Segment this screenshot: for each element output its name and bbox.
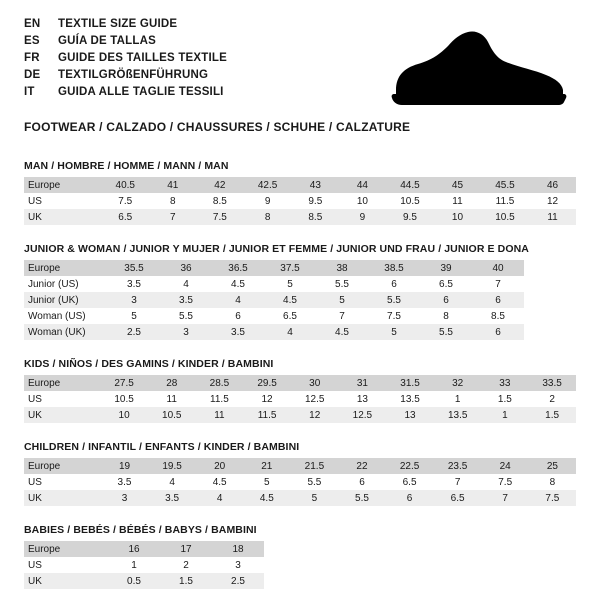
language-title: GUÍA DE TALLAS [58,35,156,47]
cell: 4 [212,292,264,308]
cell: 10.5 [100,391,148,407]
cell: 17 [160,541,212,557]
cell: 1 [108,557,160,573]
cell: 41 [149,177,196,193]
table-row [24,324,524,340]
cell: 44.5 [386,177,434,193]
table-row [24,474,576,490]
cell: 6.5 [101,209,149,225]
cell: 8.5 [196,193,243,209]
cell: 8.5 [292,209,339,225]
cell: 5.5 [316,276,368,292]
cell: 27.5 [100,375,148,391]
cell: 10 [100,407,148,423]
table-row [24,276,524,292]
cell: 7 [482,490,529,506]
language-title: GUIDA ALLE TAGLIE TESSILI [58,86,224,98]
group-title: KIDS / NIÑOS / DES GAMINS / KINDER / BAMBINI [24,358,274,370]
size-table-man [24,177,576,225]
size-table-babies [24,541,264,589]
dress-shoe-silhouette-icon [388,28,568,106]
cell: 2 [528,391,576,407]
cell: 4 [148,474,196,490]
cell: 11 [434,193,481,209]
cell: 3 [108,292,160,308]
row-label: US [24,391,100,407]
cell: 22.5 [386,458,434,474]
cell: 3.5 [101,474,148,490]
cell: 32 [434,375,482,391]
table-row [24,573,264,589]
size-table-junior-woman [24,260,524,340]
cell: 10 [434,209,481,225]
group-title: MAN / HOMBRE / HOMME / MANN / MAN [24,160,229,172]
language-list [24,16,227,101]
cell: 7 [434,474,482,490]
cell: 6 [338,474,385,490]
cell: 3.5 [212,324,264,340]
cell: 7 [149,209,196,225]
table-row [24,193,576,209]
table-row [24,308,524,324]
cell: 11.5 [196,391,244,407]
cell: 42 [196,177,243,193]
table-row [24,458,576,474]
cell: 2 [160,557,212,573]
cell: 4.5 [264,292,316,308]
cell: 3.5 [160,292,212,308]
cell: 19.5 [148,458,196,474]
cell: 45.5 [481,177,529,193]
language-title: TEXTILE SIZE GUIDE [58,18,178,30]
row-label: Woman (US) [24,308,108,324]
group-title: CHILDREN / INFANTIL / ENFANTS / KINDER / BAMBINI [24,441,300,453]
row-label: US [24,193,101,209]
cell: 4.5 [243,490,290,506]
cell: 6.5 [434,490,482,506]
language-code: ES [24,35,40,47]
cell: 28.5 [196,375,244,391]
language-row [24,16,227,33]
size-table-kids [24,375,576,423]
cell: 44 [339,177,386,193]
cell: 6 [420,292,472,308]
cell: 8 [420,308,472,324]
cell: 40 [472,260,524,276]
cell: 11 [529,209,576,225]
size-group-junior-woman [24,243,576,340]
cell: 39 [420,260,472,276]
cell: 36.5 [212,260,264,276]
cell: 21 [243,458,290,474]
language-title: TEXTILGRÖßENFÜHRUNG [58,69,209,81]
cell: 1.5 [160,573,212,589]
cell: 13.5 [386,391,434,407]
row-label: Junior (UK) [24,292,108,308]
table-row [24,260,524,276]
table-row [24,490,576,506]
cell: 4.5 [316,324,368,340]
cell: 33 [482,375,529,391]
cell: 7 [316,308,368,324]
cell: 38 [316,260,368,276]
size-group-kids [24,358,576,423]
table-row [24,209,576,225]
cell: 4 [196,490,243,506]
cell: 20 [196,458,243,474]
table-row [24,541,264,557]
language-row [24,33,227,50]
cell: 42.5 [244,177,292,193]
cell: 6.5 [386,474,434,490]
language-code: IT [24,86,35,98]
cell: 5.5 [338,490,385,506]
cell: 8 [149,193,196,209]
cell: 1.5 [528,407,576,423]
row-label: UK [24,407,100,423]
group-title: JUNIOR & WOMAN / JUNIOR Y MUJER / JUNIOR ET FEMME / JUNIOR UND FRAU / JUNIOR E DONA [24,243,529,255]
cell: 3 [101,490,148,506]
cell: 18 [212,541,264,557]
cell: 5 [316,292,368,308]
cell: 11 [148,391,196,407]
table-row [24,391,576,407]
size-group-man [24,160,576,225]
cell: 7.5 [529,490,576,506]
cell: 5 [290,490,338,506]
cell: 12 [529,193,576,209]
cell: 25 [529,458,576,474]
cell: 13 [386,407,434,423]
cell: 8 [529,474,576,490]
page-title: FOOTWEAR / CALZADO / CHAUSSURES / SCHUHE / CALZATURE [24,120,411,134]
language-row [24,67,227,84]
cell: 2.5 [212,573,264,589]
cell: 38.5 [368,260,420,276]
size-group-children [24,441,576,506]
cell: 6 [472,324,524,340]
cell: 30 [291,375,339,391]
row-label: Europe [24,375,100,391]
cell: 10.5 [148,407,196,423]
table-row [24,407,576,423]
cell: 23.5 [434,458,482,474]
cell: 6 [386,490,434,506]
table-row [24,375,576,391]
cell: 28 [148,375,196,391]
cell: 5.5 [160,308,212,324]
cell: 3.5 [148,490,196,506]
cell: 8.5 [472,308,524,324]
cell: 7.5 [482,474,529,490]
cell: 5 [243,474,290,490]
page-header [24,16,576,106]
table-row [24,292,524,308]
row-label: US [24,557,108,573]
table-row [24,557,264,573]
cell: 9.5 [292,193,339,209]
cell: 7.5 [196,209,243,225]
cell: 29.5 [243,375,291,391]
row-label: UK [24,490,101,506]
language-title: GUIDE DES TAILLES TEXTILE [58,52,227,64]
cell: 12.5 [291,391,339,407]
group-title: BABIES / BEBÉS / BÉBÉS / BABYS / BAMBINI [24,524,257,536]
cell: 11.5 [243,407,291,423]
cell: 16 [108,541,160,557]
cell: 45 [434,177,481,193]
cell: 10.5 [481,209,529,225]
row-label: Europe [24,260,108,276]
row-label: UK [24,573,108,589]
cell: 46 [529,177,576,193]
cell: 24 [482,458,529,474]
language-code: EN [24,18,41,30]
cell: 21.5 [290,458,338,474]
cell: 9 [339,209,386,225]
size-table-children [24,458,576,506]
cell: 6.5 [420,276,472,292]
cell: 13.5 [434,407,482,423]
cell: 5.5 [368,292,420,308]
cell: 7 [472,276,524,292]
cell: 43 [292,177,339,193]
cell: 10.5 [386,193,434,209]
cell: 9.5 [386,209,434,225]
table-row [24,177,576,193]
cell: 19 [101,458,148,474]
cell: 10 [339,193,386,209]
cell: 12 [243,391,291,407]
row-label: Europe [24,458,101,474]
cell: 36 [160,260,212,276]
cell: 6 [472,292,524,308]
cell: 7.5 [368,308,420,324]
cell: 2.5 [108,324,160,340]
cell: 6 [368,276,420,292]
cell: 11.5 [481,193,529,209]
cell: 1.5 [482,391,529,407]
cell: 4.5 [196,474,243,490]
cell: 0.5 [108,573,160,589]
language-row [24,84,227,101]
cell: 11 [196,407,244,423]
cell: 5.5 [420,324,472,340]
cell: 13 [339,391,387,407]
row-label: Woman (UK) [24,324,108,340]
cell: 35.5 [108,260,160,276]
language-code: DE [24,69,41,81]
cell: 12.5 [339,407,387,423]
cell: 31.5 [386,375,434,391]
row-label: Europe [24,541,108,557]
cell: 33.5 [528,375,576,391]
language-row [24,50,227,67]
cell: 22 [338,458,385,474]
cell: 12 [291,407,339,423]
row-label: US [24,474,101,490]
cell: 5 [108,308,160,324]
cell: 8 [244,209,292,225]
row-label: Europe [24,177,101,193]
cell: 31 [339,375,387,391]
cell: 4.5 [212,276,264,292]
cell: 6 [212,308,264,324]
language-code: FR [24,52,40,64]
cell: 3 [160,324,212,340]
row-label: UK [24,209,101,225]
cell: 5.5 [290,474,338,490]
cell: 4 [160,276,212,292]
cell: 40.5 [101,177,149,193]
size-group-babies [24,524,576,589]
cell: 5 [368,324,420,340]
cell: 7.5 [101,193,149,209]
cell: 4 [264,324,316,340]
cell: 1 [434,391,482,407]
row-label: Junior (US) [24,276,108,292]
cell: 5 [264,276,316,292]
cell: 3 [212,557,264,573]
cell: 37.5 [264,260,316,276]
cell: 3.5 [108,276,160,292]
cell: 9 [244,193,292,209]
cell: 6.5 [264,308,316,324]
cell: 1 [482,407,529,423]
